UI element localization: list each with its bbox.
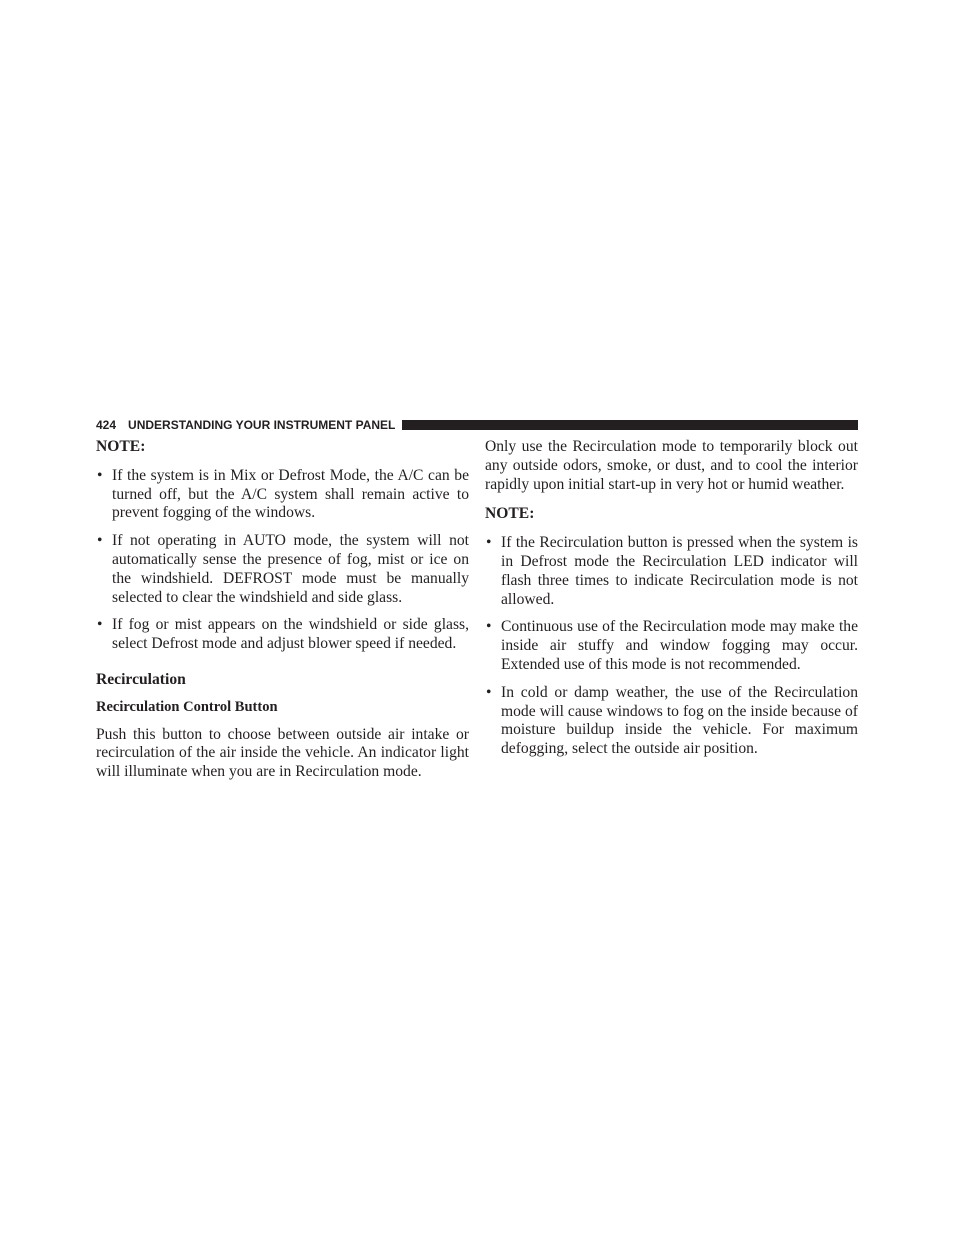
subsection-heading: Recirculation Control Button	[96, 698, 278, 715]
list-item: • If the system is in Mix or Defrost Mode, the A/C can be turned off, but the A/C system shall remain active to prevent fogging of the windows.	[96, 467, 469, 523]
note-label: NOTE:	[485, 505, 535, 523]
list-item: • Continuous use of the Recirculation mode may make the inside air stuffy and window fogging may occur. Extended use of this mode is not recommended.	[485, 618, 858, 674]
list-item: • If the Recirculation button is pressed when the system is in Defrost mode the Recirculation LED indicator will flash three times to indicate Recirculation mode is not allowed.	[485, 534, 858, 609]
right-column	[485, 438, 858, 768]
page-number: 424	[96, 418, 117, 432]
note-bullet-list	[96, 467, 469, 654]
section-heading: Recirculation	[96, 670, 186, 688]
section-title: UNDERSTANDING YOUR INSTRUMENT PANEL	[128, 418, 396, 432]
page-header	[96, 418, 858, 432]
list-item: • If not operating in AUTO mode, the system will not automatically sense the presence of fog, mist or ice on the windshield. DEFROST mode must be manually selected to clear the windshield and side glass.	[96, 532, 469, 607]
header-rule	[402, 420, 858, 430]
body-paragraph: Only use the Recirculation mode to temporarily block out any outside odors, smoke, or dust, and to cool the interior rapidly upon initial start-up in very hot or humid weather.	[485, 438, 858, 493]
left-column	[96, 438, 469, 782]
body-paragraph: Push this button to choose between outside air intake or recirculation of the air inside the vehicle. An indicator light will illuminate when you are in Recirculation mode.	[96, 725, 469, 781]
list-item: • If fog or mist appears on the windshield or side glass, select Defrost mode and adjust blower speed if needed.	[96, 616, 469, 654]
list-item: • In cold or damp weather, the use of the Recirculation mode will cause windows to fog on the inside because of moisture buildup inside the vehicle. For maximum defogging, select the outside air position.	[485, 684, 858, 759]
note-bullet-list	[485, 534, 858, 759]
note-label: NOTE:	[96, 438, 146, 455]
